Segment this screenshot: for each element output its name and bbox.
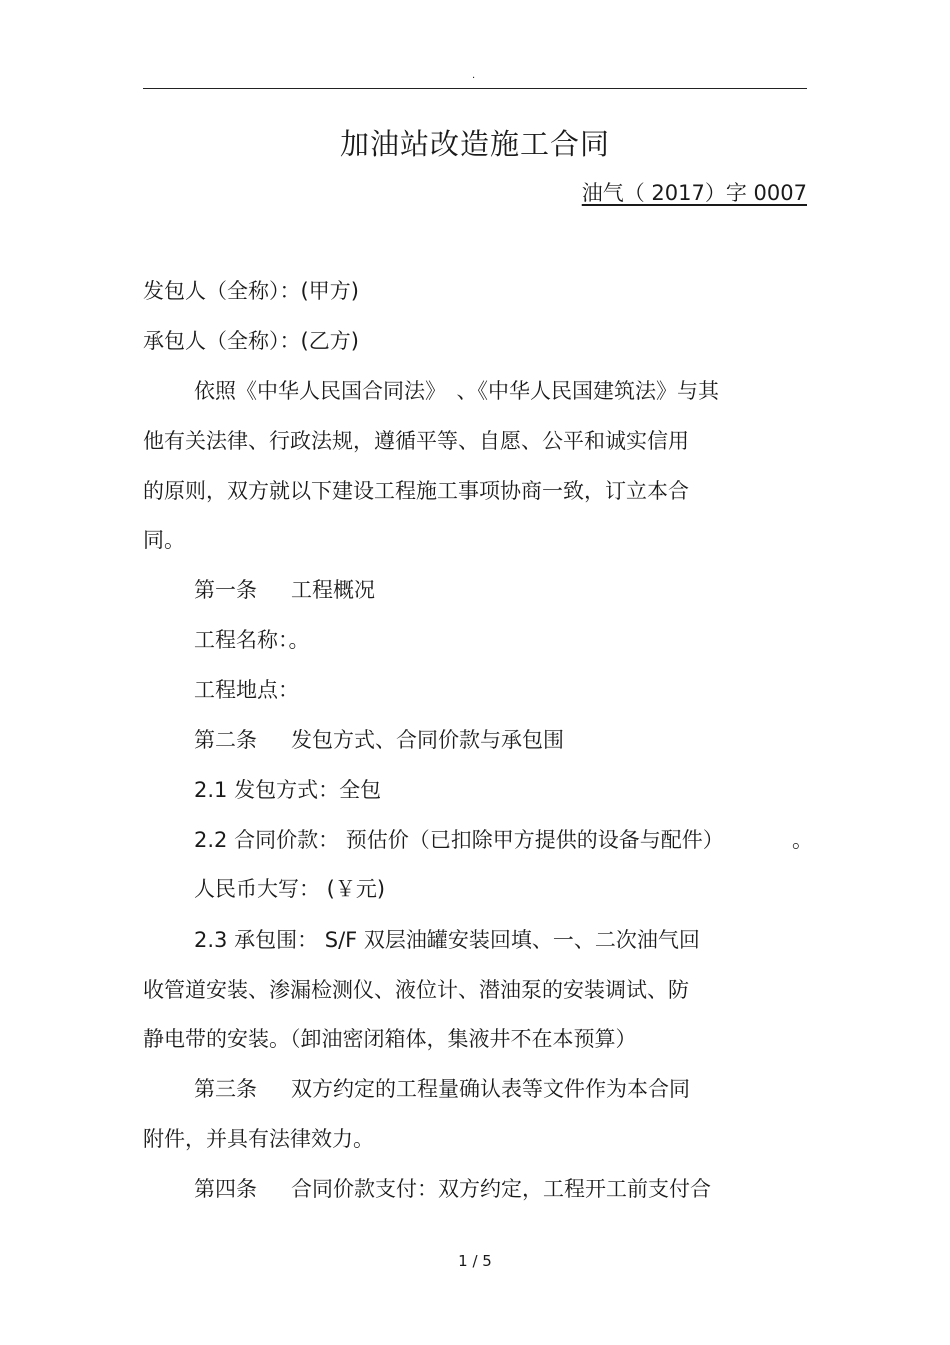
- project-name-line: 工程名称：。: [194, 628, 310, 652]
- clause-2-2-end: 。: [792, 828, 813, 852]
- article-3-line: [194, 1074, 690, 1104]
- clause-2-2: 2.2 合同价款： 预估价（已扣除甲方提供的设备与配件）: [194, 828, 724, 852]
- document-title: 加油站改造施工合同: [339, 127, 610, 161]
- document-number: 油气（ 2017）字 0007: [581, 181, 807, 205]
- header-mark: .: [472, 70, 476, 81]
- preamble-line: 依照《中华人民国合同法》 、《中华人民国建筑法》与其: [194, 379, 719, 403]
- contractor-line: 承包人（全称）：(乙方): [143, 329, 359, 353]
- clause-2-3-cont: 静电带的安装。（卸油密闭箱体，集液井不在本预算）: [143, 1027, 637, 1051]
- clause-2-3: 2.3 承包围： S/F 双层油罐安装回填、一、二次油气回: [194, 928, 700, 952]
- article-title: 发包方式、合同价款与承包围: [291, 728, 564, 752]
- article-2-heading: [194, 725, 564, 755]
- article-1-heading: [194, 575, 375, 605]
- article-text: 合同价款支付：双方约定，工程开工前支付合: [291, 1177, 711, 1201]
- header-rule: [143, 88, 807, 89]
- preamble-line: 的原则，双方就以下建设工程施工事项协商一致，订立本合: [143, 479, 689, 503]
- rmb-amount-line: 人民币大写： (￥元): [194, 877, 386, 901]
- article-text: 双方约定的工程量确认表等文件作为本合同: [291, 1077, 690, 1101]
- preamble-line: 他有关法律、行政法规，遵循平等、自愿、公平和诚实信用: [143, 429, 689, 453]
- article-number: 第二条: [194, 728, 257, 752]
- article-3-cont: 附件，并具有法律效力。: [143, 1127, 374, 1151]
- article-number: 第四条: [194, 1177, 257, 1201]
- clause-2-1: 2.1 发包方式：全包: [194, 778, 382, 802]
- article-4-line: [194, 1174, 711, 1204]
- article-number: 第一条: [194, 578, 257, 602]
- page-indicator: 1 / 5: [458, 1252, 492, 1270]
- clause-2-3-cont: 收管道安装、渗漏检测仪、液位计、潜油泵的安装调试、防: [143, 978, 689, 1002]
- employer-line: 发包人（全称）：(甲方): [143, 279, 359, 303]
- article-number: 第三条: [194, 1077, 257, 1101]
- project-location-line: 工程地点：: [194, 678, 299, 702]
- article-title: 工程概况: [291, 578, 375, 602]
- preamble-line: 同。: [143, 528, 185, 552]
